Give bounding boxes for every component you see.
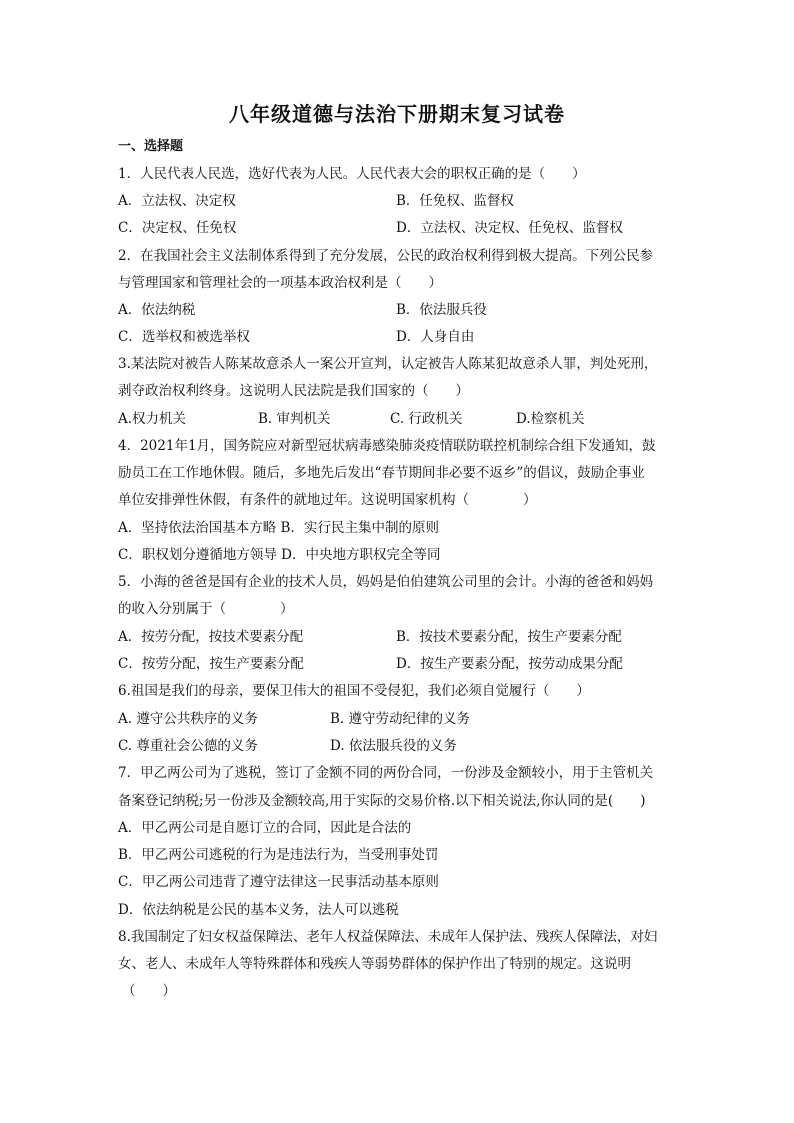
question-3-option-a: A.权力机关	[118, 411, 187, 427]
exam-title: 八年级道德与法治下册期末复习试卷	[229, 102, 565, 126]
question-5-option-c: C．按劳分配，按生产要素分配	[118, 656, 304, 672]
question-3-option-b: B. 审判机关	[258, 411, 331, 427]
section-heading: 一、选择题	[118, 139, 184, 154]
question-5-option-d: D．按生产要素分配，按劳动成果分配	[396, 656, 623, 672]
question-4-stem-line-3: 单位安排弹性休假，有条件的就地过年。这说明国家机构（ ）	[118, 492, 537, 508]
question-8-answer-blank: （ ）	[122, 983, 176, 999]
question-4-options-ab: A．坚持依法治国基本方略 B．实行民主集中制的原则	[118, 520, 439, 536]
question-7-option-b: B．甲乙两公司逃税的行为是违法行为，当受刑事处罚	[118, 847, 439, 863]
question-2-stem-line-1: 2．在我国社会主义法制体系得到了充分发展，公民的政治权利得到极大提高。下列公民参	[118, 248, 654, 264]
question-6-option-b: B. 遵守劳动纪律的义务	[330, 711, 471, 727]
question-1-option-b: B．任免权、监督权	[396, 193, 514, 209]
question-4-stem-line-2: 励员工在工作地休假。随后，多地先后发出“春节期间非必要不返乡”的倡议，鼓励企事业	[118, 465, 645, 481]
question-5-option-b: B．按技术要素分配，按生产要素分配	[396, 629, 622, 645]
question-2-option-a: A．依法纳税	[118, 302, 196, 318]
question-1-option-a: A．立法权、决定权	[118, 193, 236, 209]
question-1-option-d: D．立法权、决定权、任免权、监督权	[396, 220, 623, 236]
question-8-stem-line-1: 8.我国制定了妇女权益保障法、老年人权益保障法、未成年人保护法、残疾人保障法，对妇	[118, 929, 658, 945]
question-6-option-d: D. 依法服兵役的义务	[330, 738, 457, 754]
question-7-option-d: D．依法纳税是公民的基本义务，法人可以逃税	[118, 902, 399, 918]
question-6-stem: 6.祖国是我们的母亲，要保卫伟大的祖国不受侵犯，我们必须自觉履行（ ）	[118, 683, 590, 699]
question-4-options-cd: C．职权划分遵循地方领导 D．中央地方职权完全等同	[118, 547, 441, 563]
question-5-stem-line-2: 的收入分别属于（ ）	[118, 601, 294, 617]
question-3-stem-line-2: 剥夺政治权利终身。这说明人民法院是我们国家的（ ）	[118, 383, 469, 399]
question-1-option-c: C．决定权、任免权	[118, 220, 237, 236]
question-2-stem-line-2: 与管理国家和管理社会的一项基本政治权利是（ ）	[118, 275, 442, 291]
question-8-stem-line-2: 女、老人、未成年人等特殊群体和残疾人等弱势群体的保护作出了特别的规定。这说明	[118, 956, 631, 972]
question-2-option-b: B．依法服兵役	[396, 302, 487, 318]
question-7-stem-line-1: 7．甲乙两公司为了逃税，签订了金额不同的两份合同，一份涉及金额较小，用于主管机关	[118, 765, 654, 781]
question-3-option-d: D.检察机关	[516, 411, 585, 427]
question-5-option-a: A．按劳分配，按技术要素分配	[118, 629, 304, 645]
question-7-option-a: A．甲乙两公司是自愿订立的合同，因此是合法的	[118, 820, 412, 836]
question-7-stem-line-2: 备案登记纳税;另一份涉及金额较高,用于实际的交易价格.以下相关说法,你认同的是( )	[118, 793, 646, 809]
question-6-option-a: A. 遵守公共秩序的义务	[118, 711, 258, 727]
question-6-option-c: C. 尊重社会公德的义务	[118, 738, 258, 754]
question-2-option-d: D．人身自由	[396, 329, 475, 345]
question-2-option-c: C．选举权和被选举权	[118, 329, 250, 345]
question-7-option-c: C．甲乙两公司违背了遵守法律这一民事活动基本原则	[118, 874, 439, 890]
question-4-stem-line-1: 4．2021年1月，国务院应对新型冠状病毒感染肺炎疫情联防联控机制综合组下发通知，鼓	[118, 438, 656, 454]
question-5-stem-line-1: 5．小海的爸爸是国有企业的技术人员，妈妈是伯伯建筑公司里的会计。小海的爸爸和妈妈	[118, 574, 654, 590]
question-1-stem: 1．人民代表人民选，选好代表为人民。人民代表大会的职权正确的是（ ）	[118, 166, 586, 182]
question-3-stem-line-1: 3.某法院对被告人陈某故意杀人一案公开宣判，认定被告人陈某犯故意杀人罪，判处死刑，	[118, 356, 658, 372]
question-3-option-c: C. 行政机关	[390, 411, 463, 427]
